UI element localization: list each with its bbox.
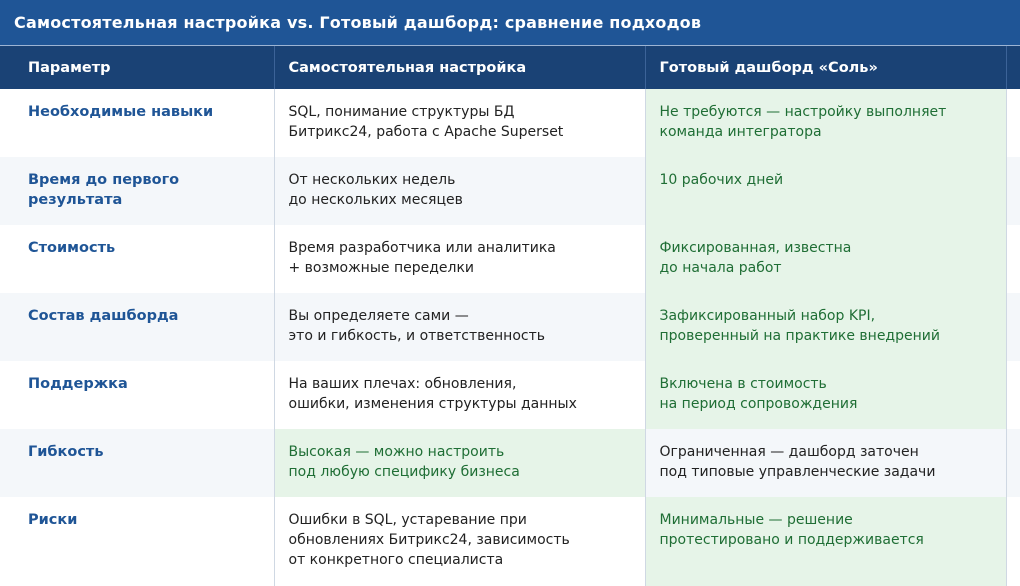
row-parameter	[0, 157, 274, 225]
self-setup-cell	[274, 89, 645, 157]
row-parameter-label: Необходимые навыки	[28, 104, 214, 120]
row-edge	[1006, 225, 1020, 293]
row-edge	[1006, 89, 1020, 157]
ready-dashboard-cell	[645, 497, 1006, 586]
self-setup-cell	[274, 225, 645, 293]
self-setup-text: Ошибки в SQL, устаревание при обновлениях Битрикс24, зависимость от конкретного специалиста	[288, 512, 570, 568]
table-row	[0, 157, 1020, 225]
row-parameter	[0, 497, 274, 586]
column-header-ready-dashboard: Готовый дашборд «Соль»	[645, 46, 1006, 89]
table-row	[0, 89, 1020, 157]
ready-dashboard-cell	[645, 225, 1006, 293]
comparison-table	[0, 46, 1020, 586]
table-header-row	[0, 46, 1020, 89]
column-header-parameter: Параметр	[0, 46, 274, 89]
ready-dashboard-text: Минимальные — решение протестировано и поддерживается	[659, 512, 924, 548]
self-setup-cell	[274, 429, 645, 497]
header-edge	[1006, 46, 1020, 89]
row-edge	[1006, 497, 1020, 586]
row-parameter-label: Риски	[28, 512, 78, 528]
row-parameter	[0, 225, 274, 293]
ready-dashboard-text: Зафиксированный набор KPI, проверенный на практике внедрений	[659, 308, 940, 344]
ready-dashboard-cell	[645, 157, 1006, 225]
self-setup-cell	[274, 361, 645, 429]
self-setup-text: Время разработчика или аналитика + возможные переделки	[288, 240, 556, 276]
ready-dashboard-cell	[645, 361, 1006, 429]
ready-dashboard-text: 10 рабочих дней	[659, 172, 784, 188]
table-row	[0, 429, 1020, 497]
row-parameter	[0, 89, 274, 157]
ready-dashboard-text: Ограниченная — дашборд заточен под типовые управленческие задачи	[659, 444, 936, 480]
row-parameter	[0, 293, 274, 361]
ready-dashboard-text: Фиксированная, известна до начала работ	[659, 240, 852, 276]
row-edge	[1006, 361, 1020, 429]
self-setup-text: От нескольких недель до нескольких месяцев	[288, 172, 463, 208]
ready-dashboard-cell	[645, 429, 1006, 497]
row-parameter-label: Состав дашборда	[28, 308, 179, 324]
column-header-self-setup: Самостоятельная настройка	[274, 46, 645, 89]
table-row	[0, 225, 1020, 293]
row-edge	[1006, 429, 1020, 497]
row-parameter-label: Поддержка	[28, 376, 128, 392]
row-parameter-label: Стоимость	[28, 240, 116, 256]
page-title: Самостоятельная настройка vs. Готовый дашборд: сравнение подходов	[0, 0, 1020, 46]
self-setup-text: На ваших плечах: обновления, ошибки, изменения структуры данных	[288, 376, 577, 412]
row-edge	[1006, 293, 1020, 361]
row-parameter-label: Время до первого результата	[28, 172, 180, 208]
self-setup-cell	[274, 293, 645, 361]
self-setup-text: Высокая — можно настроить под любую специфику бизнеса	[288, 444, 520, 480]
ready-dashboard-text: Не требуются — настройку выполняет команда интегратора	[659, 104, 947, 140]
self-setup-cell	[274, 497, 645, 586]
self-setup-text: Вы определяете сами — это и гибкость, и ответственность	[288, 308, 545, 344]
self-setup-cell	[274, 157, 645, 225]
table-row	[0, 361, 1020, 429]
ready-dashboard-cell	[645, 293, 1006, 361]
ready-dashboard-text: Включена в стоимость на период сопровождения	[659, 376, 858, 412]
self-setup-text: SQL, понимание структуры БД Битрикс24, работа с Apache Superset	[288, 104, 564, 140]
table-row	[0, 293, 1020, 361]
row-parameter-label: Гибкость	[28, 444, 104, 460]
row-parameter	[0, 361, 274, 429]
row-parameter	[0, 429, 274, 497]
row-edge	[1006, 157, 1020, 225]
table-row	[0, 497, 1020, 586]
ready-dashboard-cell	[645, 89, 1006, 157]
